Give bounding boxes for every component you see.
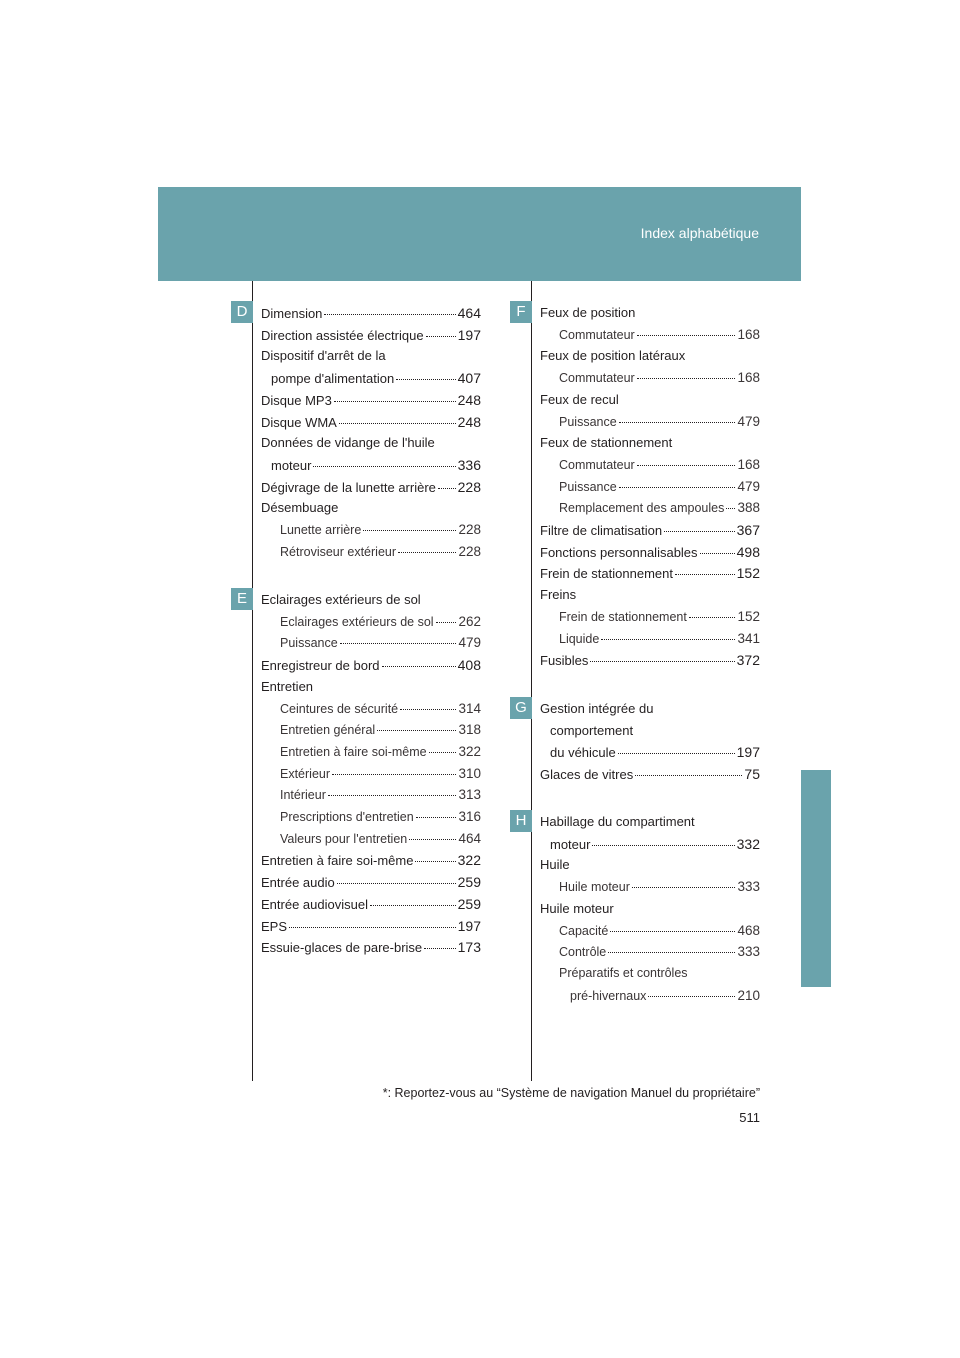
dot-leader: [416, 817, 457, 818]
entry-page[interactable]: 168: [737, 326, 760, 342]
index-entry: [261, 392, 481, 408]
index-entry: [559, 923, 760, 938]
dot-leader: [377, 730, 456, 731]
entry-label: Direction assistée électrique: [261, 327, 424, 343]
entry-page[interactable]: 322: [457, 852, 481, 869]
entry-page[interactable]: 210: [737, 987, 760, 1003]
dot-leader: [340, 643, 457, 644]
dot-leader: [637, 335, 736, 336]
entry-label: Prescriptions d'entretien: [280, 810, 414, 824]
right-rule: [531, 281, 532, 1081]
entry-page[interactable]: 372: [736, 652, 760, 669]
dot-leader: [608, 952, 735, 953]
entry-page[interactable]: 173: [457, 939, 481, 956]
entry-label: Préparatifs et contrôles: [559, 965, 688, 980]
entry-page[interactable]: 318: [458, 722, 481, 738]
entry-label: Lunette arrière: [280, 523, 362, 537]
entry-page[interactable]: 168: [737, 456, 760, 472]
dot-leader: [592, 845, 734, 846]
entry-label: Commutateur: [559, 457, 635, 472]
index-entry: [540, 857, 760, 872]
index-entry: [261, 479, 481, 495]
entry-page[interactable]: 152: [737, 608, 760, 624]
entry-label: Capacité: [559, 923, 609, 938]
entry-label: du véhicule: [550, 745, 616, 761]
entry-label: Valeurs pour l'entretien: [280, 831, 408, 846]
page-number: 511: [739, 1110, 760, 1125]
entry-page[interactable]: 228: [457, 478, 481, 495]
left-rule: [252, 281, 253, 1081]
index-entry: [280, 614, 481, 629]
dot-leader: [601, 639, 735, 640]
entry-page[interactable]: 228: [458, 522, 481, 537]
entry-page[interactable]: 228: [458, 543, 481, 559]
index-entry: [280, 701, 481, 716]
entry-label: Données de vidange de l'huile: [261, 435, 435, 451]
entry-label: Entretien: [261, 678, 314, 694]
index-entry: [550, 744, 760, 760]
index-entry: [540, 348, 760, 363]
index-entry: [550, 836, 760, 852]
entry-label: EPS: [261, 918, 288, 934]
index-entry: [261, 500, 481, 515]
entry-label: Dimension: [261, 306, 323, 321]
header-bar: [158, 187, 801, 281]
index-entry: [280, 522, 481, 537]
entry-label: Rétroviseur extérieur: [280, 544, 397, 559]
entry-label: Freins: [540, 587, 577, 603]
index-entry: [280, 722, 481, 737]
dot-leader: [700, 553, 735, 554]
footnote: *: Reportez-vous au “Système de navigation Manuel du propriétaire”: [382, 1086, 760, 1100]
entry-page[interactable]: 341: [737, 630, 760, 646]
entry-page[interactable]: 197: [457, 326, 481, 343]
index-entry: [559, 500, 760, 515]
entry-label: Huile moteur: [559, 880, 630, 895]
dot-leader: [400, 709, 456, 710]
entry-page[interactable]: 248: [457, 391, 481, 408]
dot-leader: [337, 883, 456, 884]
entry-label: Extérieur: [280, 766, 331, 781]
entry-label: Disque WMA: [261, 414, 337, 430]
entry-label: Eclairages extérieurs de sol: [280, 614, 434, 629]
entry-page[interactable]: 75: [744, 766, 760, 783]
index-entry: [559, 457, 760, 472]
index-entry: [261, 305, 481, 321]
dot-leader: [363, 530, 456, 531]
entry-page[interactable]: 479: [737, 413, 760, 429]
entry-label: Entrée audiovisuel: [261, 896, 368, 912]
entry-label: Feux de recul: [540, 391, 619, 407]
index-entry: [559, 414, 760, 429]
dot-leader: [637, 378, 736, 379]
entry-label: Habillage du compartiment: [540, 814, 695, 829]
dot-leader: [635, 775, 742, 776]
entry-label: Disque MP3: [261, 392, 332, 408]
entry-page[interactable]: 332: [736, 835, 760, 852]
index-entry: [261, 939, 481, 955]
index-entry: [540, 305, 760, 320]
entry-label: Désembuage: [261, 500, 339, 516]
entry-page[interactable]: 408: [457, 657, 481, 674]
section-letter-d: D: [231, 301, 253, 323]
dot-leader: [632, 887, 736, 888]
entry-page[interactable]: 333: [737, 879, 760, 895]
entry-page[interactable]: 310: [458, 765, 481, 781]
entry-page[interactable]: 152: [736, 565, 760, 582]
entry-label: Entretien général: [280, 723, 376, 738]
dot-leader: [664, 531, 735, 532]
dot-leader: [332, 774, 456, 775]
index-entry: [271, 370, 481, 386]
index-entry: [559, 479, 760, 494]
index-entry: [540, 435, 760, 450]
entry-label: moteur: [271, 457, 312, 473]
index-entry: [559, 966, 760, 980]
index-entry: [559, 879, 760, 894]
entry-page[interactable]: 322: [458, 743, 481, 759]
entry-page[interactable]: 498: [736, 543, 760, 560]
dot-leader: [619, 487, 736, 488]
entry-page[interactable]: 464: [458, 830, 481, 846]
entry-label: pré-hivernaux: [570, 988, 647, 1003]
entry-label: Commutateur: [559, 371, 635, 386]
index-entry: [261, 327, 481, 343]
dot-leader: [426, 336, 456, 337]
index-entry: [559, 609, 760, 624]
entry-label: Gestion intégrée du: [540, 701, 654, 716]
index-entry: [261, 896, 481, 912]
index-entry: [540, 901, 760, 916]
entry-label: Commutateur: [559, 327, 635, 342]
index-entry: [261, 679, 481, 694]
entry-page[interactable]: 168: [737, 370, 760, 386]
entry-label: Puissance: [559, 479, 617, 494]
entry-label: moteur: [550, 836, 591, 852]
dot-leader: [648, 996, 735, 997]
entry-label: Entretien à faire soi-même: [261, 853, 414, 869]
index-entry: [540, 587, 760, 602]
section-letter-f: F: [510, 301, 532, 323]
index-entry: [280, 744, 481, 759]
dot-leader: [339, 423, 456, 424]
index-entry: [280, 544, 481, 559]
entry-label: Essuie-glaces de pare-brise: [261, 940, 423, 956]
entry-page[interactable]: 407: [457, 370, 481, 387]
dot-leader: [396, 379, 455, 380]
dot-leader: [324, 314, 455, 315]
entry-page[interactable]: 316: [458, 809, 481, 824]
index-entry: [261, 348, 481, 363]
dot-leader: [637, 465, 736, 466]
dot-leader: [382, 666, 456, 667]
dot-leader: [618, 753, 735, 754]
entry-page[interactable]: 388: [737, 500, 760, 516]
entry-label: Remplacement des ampoules: [559, 501, 725, 516]
index-entry: [261, 657, 481, 673]
entry-label: Feux de stationnement: [540, 435, 673, 451]
dot-leader: [424, 948, 456, 949]
entry-page[interactable]: 479: [737, 478, 760, 494]
dot-leader: [619, 422, 736, 423]
section-letter-e: E: [231, 588, 253, 610]
index-entry: [280, 809, 481, 824]
entry-page[interactable]: 197: [736, 744, 760, 761]
index-entry: [540, 522, 760, 538]
index-entry: [261, 592, 481, 607]
entry-label: Intérieur: [280, 788, 326, 803]
entry-label: Puissance: [280, 636, 338, 651]
entry-label: Entretien à faire soi-même: [280, 744, 427, 759]
entry-label: Liquide: [559, 631, 600, 646]
entry-label: comportement: [550, 722, 634, 738]
entry-label: Feux de position: [540, 305, 636, 320]
dot-leader: [675, 574, 735, 575]
entry-label: Fonctions personnalisables: [540, 544, 698, 560]
dot-leader: [610, 931, 735, 932]
entry-page[interactable]: 479: [458, 635, 481, 651]
index-entry: [280, 766, 481, 781]
index-entry: [261, 918, 481, 934]
entry-label: Dispositif d'arrêt de la: [261, 348, 386, 364]
entry-label: Fusibles: [540, 653, 589, 669]
section-letter-g: G: [510, 697, 532, 719]
entry-page[interactable]: 464: [457, 305, 481, 321]
entry-page[interactable]: 313: [458, 787, 481, 803]
dot-leader: [370, 905, 456, 906]
index-entry: [540, 766, 760, 782]
dot-leader: [590, 661, 734, 662]
entry-page[interactable]: 314: [458, 700, 481, 716]
index-entry: [559, 327, 760, 342]
dot-leader: [689, 617, 736, 618]
entry-label: Ceintures de sécurité: [280, 701, 399, 716]
entry-page[interactable]: 333: [737, 944, 760, 960]
entry-label: Huile moteur: [540, 900, 614, 916]
entry-page[interactable]: 336: [457, 456, 481, 473]
dot-leader: [726, 508, 735, 509]
entry-label: Huile: [540, 857, 570, 873]
header-title: Index alphabétique: [640, 225, 759, 241]
dot-leader: [409, 839, 456, 840]
dot-leader: [429, 752, 457, 753]
dot-leader: [438, 488, 456, 489]
entry-page[interactable]: 259: [457, 874, 481, 891]
dot-leader: [398, 552, 456, 553]
index-entry: [559, 944, 760, 959]
entry-page[interactable]: 468: [737, 922, 760, 938]
index-entry: [261, 874, 481, 890]
entry-label: Glaces de vitres: [540, 767, 634, 783]
entry-label: Frein de stationnement: [559, 609, 687, 624]
dot-leader: [334, 401, 456, 402]
entry-label: Feux de position latéraux: [540, 348, 686, 364]
index-entry: [540, 814, 760, 829]
dot-leader: [415, 861, 455, 862]
entry-page[interactable]: 367: [736, 522, 760, 538]
index-entry: [540, 701, 760, 716]
index-entry: [550, 723, 760, 738]
index-entry: [540, 652, 760, 668]
index-entry: [280, 787, 481, 802]
entry-label: Puissance: [559, 414, 617, 429]
index-entry: [261, 414, 481, 430]
section-letter-h: H: [510, 810, 532, 832]
entry-label: Eclairages extérieurs de sol: [261, 592, 421, 607]
index-entry: [559, 631, 760, 646]
entry-page[interactable]: 259: [457, 895, 481, 912]
index-entry: [540, 392, 760, 407]
dot-leader: [313, 466, 455, 467]
entry-label: Entrée audio: [261, 875, 335, 891]
index-entry: [559, 370, 760, 385]
section-side-tab: [801, 770, 831, 987]
entry-label: Contrôle: [559, 945, 607, 960]
index-entry: [570, 988, 760, 1003]
entry-page[interactable]: 248: [457, 413, 481, 430]
dot-leader: [436, 622, 457, 623]
dot-leader: [289, 927, 456, 928]
index-entry: [261, 852, 481, 868]
entry-label: Dégivrage de la lunette arrière: [261, 479, 436, 495]
entry-page[interactable]: 262: [458, 613, 481, 629]
index-entry: [271, 457, 481, 473]
entry-page[interactable]: 197: [457, 917, 481, 934]
entry-label: Frein de stationnement: [540, 566, 673, 582]
entry-label: pompe d'alimentation: [271, 371, 395, 387]
index-entry: [280, 635, 481, 650]
dot-leader: [328, 795, 457, 796]
entry-label: Enregistreur de bord: [261, 658, 380, 674]
entry-label: Filtre de climatisation: [540, 523, 663, 538]
index-entry: [540, 544, 760, 560]
index-entry: [540, 565, 760, 581]
index-entry: [280, 831, 481, 846]
index-entry: [261, 435, 481, 450]
